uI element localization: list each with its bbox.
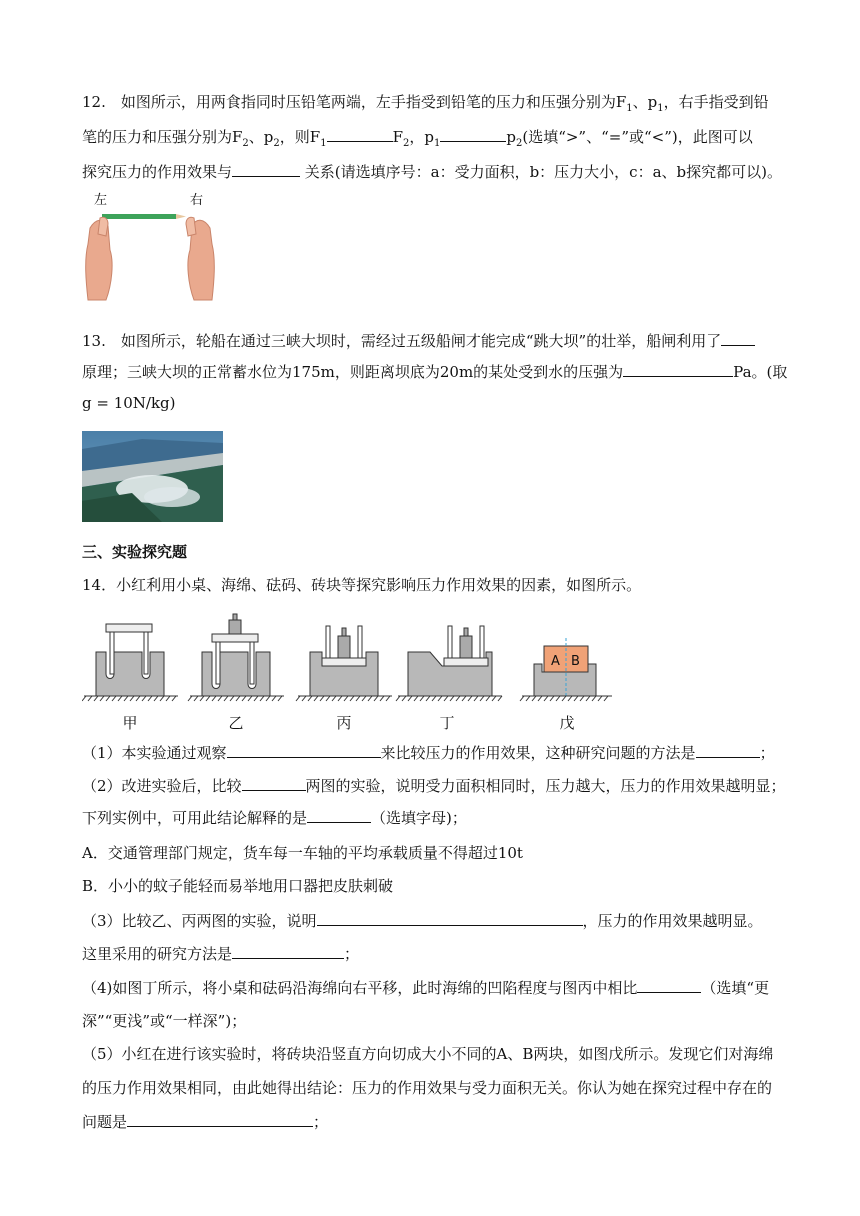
q14-text: 两图的实验，说明受力面积相同时，压力越大，压力的作用效果越明显； (305, 777, 786, 795)
brick-label-b: B (571, 654, 580, 669)
sponge (202, 652, 270, 696)
q14-text: ； (313, 1113, 329, 1131)
q14-part-3b (82, 944, 359, 964)
weight-knob (342, 628, 346, 636)
caption-bing: 丙 (336, 714, 352, 732)
q14-text: ，压力的作用效果越明显。 (582, 912, 763, 930)
label-left: 左 (94, 193, 108, 208)
sub: 2 (242, 138, 249, 149)
table-leg (358, 626, 362, 658)
q13-text: g = 10N/kg) (82, 394, 176, 412)
table-leg (326, 626, 330, 658)
caption-yi: 乙 (228, 714, 244, 732)
weight (460, 636, 472, 658)
right-finger (186, 217, 196, 236)
spray (144, 487, 200, 507)
q14-text: （选填“更 (701, 979, 770, 997)
q12-line-3 (82, 162, 782, 182)
q12-text: (选填“>”、“=”或“<”)，此图可以 (522, 128, 753, 146)
q14-text: 来比较压力的作用效果，这种研究问题的方法是 (380, 744, 696, 762)
table-leg (216, 642, 220, 684)
pencil-tip (176, 214, 186, 219)
label-right: 右 (190, 193, 204, 208)
q13-line-3 (82, 393, 176, 413)
q14-part-3 (82, 911, 763, 931)
answer-blank-example[interactable] (307, 808, 371, 823)
table-leg (448, 626, 452, 658)
weight-knob (233, 614, 237, 620)
q14-part-5b: 的压力作用效果相同，由此她得出结论：压力的作用效果与受力面积无关。你认为她在探究过程中存在的 (82, 1079, 773, 1097)
table-top (444, 658, 488, 666)
answer-blank-research-method[interactable] (232, 944, 344, 959)
sub: 2 (273, 138, 280, 149)
sub: 2 (403, 138, 410, 149)
q12-text: 笔的压力和压强分别为F (82, 128, 243, 146)
q13-line-2 (82, 362, 787, 382)
setup-ding (398, 626, 502, 696)
q14-text: 问题是 (82, 1113, 128, 1131)
weight (229, 620, 241, 634)
q14-part-2 (82, 776, 786, 796)
setup-bing (298, 626, 392, 696)
caption-jia: 甲 (122, 714, 138, 732)
q12-text: 关系(请选填序号：a：受力面积，b：压力大小，c：a、b探究都可以)。 (300, 163, 782, 181)
q14-text: （4)如图丁所示，将小桌和砝码沿海绵向右平移，此时海绵的凹陷程度与图丙中相比 (82, 979, 638, 997)
q14-text: （选填字母)； (371, 809, 467, 827)
answer-blank-problem[interactable] (127, 1112, 313, 1127)
q12-text: 、p (632, 93, 658, 111)
q14-intro: 14．小红利用小桌、海绵、砝码、砖块等探究影响压力作用效果的因素，如图所示。 (82, 576, 642, 594)
q12-text: ，p (409, 128, 434, 146)
answer-blank-conclusion[interactable] (317, 911, 583, 926)
q14-part-4 (82, 978, 769, 998)
q12-line-2 (82, 127, 753, 154)
table-leg (110, 632, 114, 674)
answer-blank-observe[interactable] (227, 743, 381, 758)
q14-part-1 (82, 743, 775, 763)
table-leg (250, 642, 254, 684)
q14-part-5: （5）小红在进行该实验时，将砖块沿竖直方向切成大小不同的A、B两块，如图戊所示。发现它们对海绵 (82, 1045, 774, 1063)
table-top (212, 634, 258, 642)
pencil-body (102, 214, 176, 219)
sponge (96, 652, 164, 696)
answer-blank-method[interactable] (696, 743, 760, 758)
sub: 1 (320, 138, 327, 149)
option-a: A．交通管理部门规定，货车每一车轴的平均承载质量不得超过10t (82, 844, 523, 862)
answer-blank-p[interactable] (440, 127, 506, 142)
q14-part-5c (82, 1112, 328, 1132)
q14-part-2b (82, 808, 467, 828)
q13-line-1 (82, 331, 755, 351)
q13-text: 原理；三峡大坝的正常蓄水位为175m，则距离坝底为20m的某处受到水的压强为 (82, 363, 624, 381)
pencil-fingers-figure (82, 188, 218, 308)
table-leg (144, 632, 148, 674)
caption-wu: 戊 (559, 714, 575, 732)
answer-blank-relation[interactable] (232, 162, 300, 177)
answer-blank-depth[interactable] (637, 978, 701, 993)
q12-line-1 (82, 92, 769, 119)
table-leg (480, 626, 484, 658)
q12-text: 12. 如图所示，用两食指同时压铅笔两端，左手指受到铅笔的压力和压强分别为F (82, 93, 627, 111)
q12-text: ，右手指受到铅 (663, 93, 769, 111)
experiment-figure (82, 608, 622, 703)
q14-text: （3）比较乙、丙两图的实验，说明 (82, 912, 317, 930)
table-top (106, 624, 152, 632)
answer-blank-principle[interactable] (721, 331, 755, 346)
q12-text: p (506, 128, 516, 146)
weight-knob (464, 628, 468, 636)
q12-text: F (392, 128, 403, 146)
sub: 1 (657, 103, 664, 114)
setup-yi (190, 614, 284, 696)
section-title: 三、实验探究题 (82, 543, 188, 561)
q14-text: ； (759, 744, 775, 762)
caption-ding: 丁 (439, 714, 455, 732)
q12-text: 、p (248, 128, 274, 146)
brick-label-a: A (551, 654, 560, 669)
q14-text: （2）改进实验后，比较 (82, 777, 242, 795)
q14-text: 下列实例中，可用此结论解释的是 (82, 809, 308, 827)
q14-text: ； (344, 945, 360, 963)
sub: 1 (626, 103, 633, 114)
answer-blank-pressure[interactable] (623, 362, 733, 377)
answer-blank-compare[interactable] (242, 776, 306, 791)
setup-jia (84, 624, 178, 696)
setup-wu (522, 638, 612, 696)
option-b: B．小小的蚊子能轻而易举地用口器把皮肤刺破 (82, 877, 394, 895)
weight (338, 636, 350, 658)
q14-text: 这里采用的研究方法是 (82, 945, 233, 963)
answer-blank-f[interactable] (327, 127, 393, 142)
q13-text: 13. 如图所示，轮船在通过三峡大坝时，需经过五级船闸才能完成“跳大坝”的壮举，船闸利用了 (82, 332, 722, 350)
q12-text: ，则F (279, 128, 321, 146)
sub: 2 (515, 138, 523, 149)
sub: 1 (433, 138, 441, 149)
table-top (322, 658, 366, 666)
three-gorges-dam-photo (82, 431, 223, 522)
q14-part-4b: 深”“更浅”或“一样深”)； (82, 1012, 247, 1030)
q13-text: Pa。(取 (733, 363, 788, 381)
q14-text: （1）本实验通过观察 (82, 744, 227, 762)
left-finger (98, 217, 108, 236)
ground-hatching (82, 696, 608, 701)
q12-text: 探究压力的作用效果与 (82, 163, 233, 181)
